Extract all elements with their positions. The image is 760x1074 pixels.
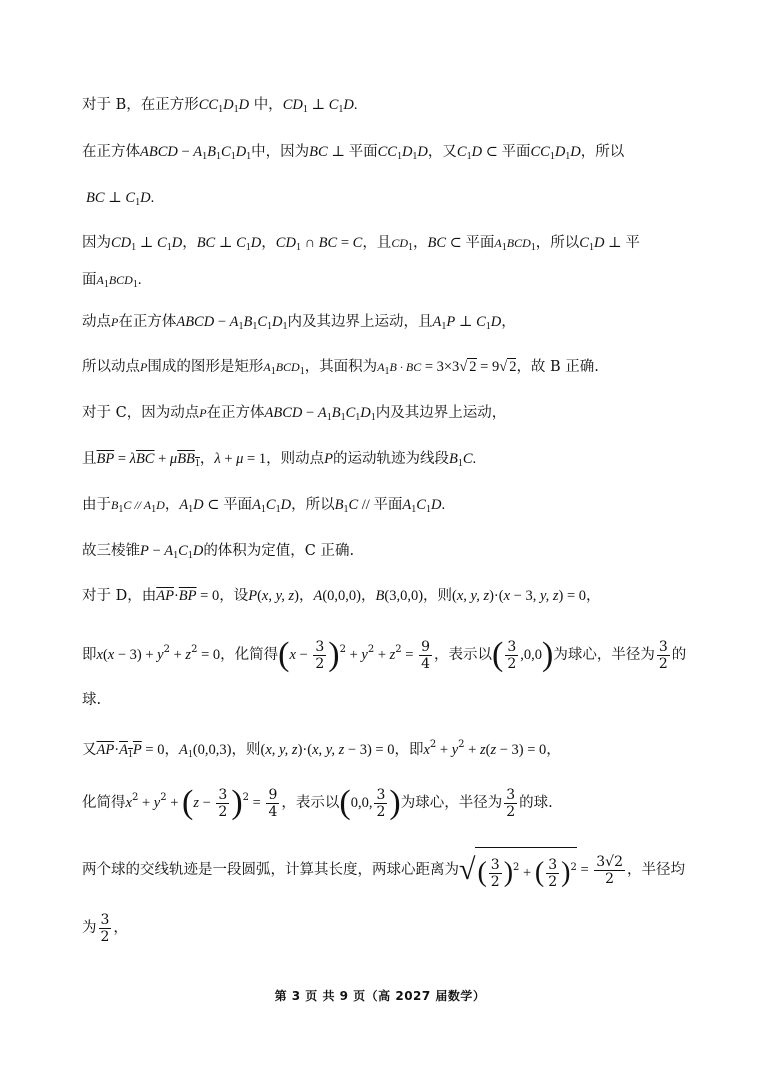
text: ，	[164, 742, 179, 758]
text: 即	[82, 647, 97, 663]
paragraph-line-18: 为 $\frac{3}{2}$ ，	[82, 911, 128, 945]
text: 又	[82, 742, 97, 758]
text: 围成的图形是矩形	[147, 359, 264, 375]
paragraph-line-4: 因为$CD_1$ ⊥ $C_1D$，BC ⊥ $C_1D$，$CD_1$ ∩ BC = C，且$CD_1$，BC ⊂ 平面$A_1BCD_1$，所以$C_1D$ ⊥ 平	[82, 235, 640, 253]
paragraph-line-8: 对于 C，因为动点P在正方体ABCD − $A_1B_1C_1D_1$内及其边界上运动，	[82, 405, 507, 423]
text: 所以动点	[82, 359, 140, 375]
text: ，又	[427, 144, 457, 160]
text: 为球心，半径为	[400, 795, 503, 811]
text: 在正方体	[118, 314, 177, 330]
text: 内及其边界上运动，且	[287, 314, 433, 330]
text: 在正方体	[206, 405, 265, 421]
paragraph-line-3: BC ⊥ $C_1D$.	[86, 190, 155, 208]
paragraph-line-16: 化简得$x^2 + y^2 + (z$ − $\frac{3}{2}$ )$^2$ = $\frac{9}{4}$ ，表示以(0,0, $\frac{3}{2}$ )为球心，半径为 $\frac{3}{2}$ 的球.	[82, 784, 553, 821]
text: 故三棱锥	[82, 543, 140, 559]
text: ，	[164, 497, 180, 513]
text: 的运动轨迹为线段	[332, 451, 449, 467]
text: ，	[412, 235, 428, 251]
text: 平面	[223, 497, 253, 513]
text: 对于 C，因为动点	[82, 405, 200, 421]
text: ，	[261, 235, 276, 251]
text: 平面	[373, 497, 403, 513]
paragraph-line-15: 又$\overline{AP}\cdot A_1P = 0$，$A_1(0,0,3)$，则(x, y, z)·(x, y, z − 3) = 0，即$x^2 + y^2 + z(z - 3) = 0$，	[82, 739, 561, 760]
text: 的球.	[519, 795, 553, 811]
text: 平面	[348, 144, 378, 160]
text: 平	[625, 235, 640, 251]
paragraph-line-13: 即$x(x - 3) + y^2 + z^2 = 0$，化简得(x − $\frac{3}{2}$ )$^2 + y^2 + z^2$ = $\frac{9}{4}$ ，表示以( $\frac{3}{2}$ ,0,0)为球心，半径为 $\frac{3}{2}$ 的	[82, 636, 687, 673]
paragraph-line-12: 对于 D，由$\overline{AP}\cdot\overline{BP} = 0$，设P(x, y, z)，A(0,0,0)，B(3,0,0)，则(x, y, z)·(x − 3, y, z) = 0，	[82, 588, 601, 604]
text: ，所以	[580, 144, 625, 160]
text: 因为	[82, 235, 111, 251]
paragraph-line-5: 面$A_1BCD_1$.	[82, 272, 142, 290]
text: ，则动点	[266, 451, 325, 467]
text: ，	[182, 235, 197, 251]
text: 在正方体	[82, 144, 140, 160]
paragraph-line-14	[82, 690, 101, 710]
text: 球.	[82, 692, 102, 708]
text: ，	[298, 588, 314, 604]
text: ，所以	[291, 497, 335, 513]
text: 由于	[82, 497, 111, 513]
paragraph-line-10: 由于$B_1C // A_1D$，$A_1D$ ⊂ 平面$A_1C_1D$，所以$B_1C$ // 平面$A_1C_1D$.	[82, 497, 446, 515]
text: ，则	[231, 742, 261, 758]
paragraph-line-6: 动点P在正方体ABCD − $A_1B_1C_1D_1$内及其边界上运动，且$A_1P$ ⊥ $C_1D$，	[82, 314, 516, 332]
text: ，所以	[535, 235, 580, 251]
text: 的	[671, 647, 687, 663]
text: 动点	[82, 314, 111, 330]
text: 两个球的交线轨迹是一段圆弧，计算其长度，两球心距离为	[82, 862, 459, 878]
paragraph-line-17: 两个球的交线轨迹是一段圆弧，计算其长度，两球心距离为√( $\frac{3}{2}$ )$^2$ + ( $\frac{3}{2}$ )$^2$ = $\frac{3√2}{2}$ ，半径均	[82, 846, 685, 894]
text: 为	[82, 920, 97, 936]
text: ，即	[394, 742, 424, 758]
text: 对于 D，由	[82, 588, 157, 604]
text: 平面	[465, 235, 495, 251]
text: ，设	[219, 588, 249, 604]
text: 中，	[253, 97, 283, 113]
text: 内及其边界上运动，	[375, 405, 507, 421]
text: ，表示以	[281, 795, 340, 811]
paragraph-line-1: 对于 B，在正方形$CC_1D_1D$ 中，$CD_1$ ⊥ $C_1D$.	[82, 97, 358, 115]
text: ，则	[423, 588, 453, 604]
text: ，化简得	[220, 647, 279, 663]
text: ，其面积为	[304, 359, 378, 375]
paragraph-line-7: 所以动点P围成的图形是矩形$A_1BCD_1$，其面积为$A_1B$ · BC = 3×3√ 2 = 9√ 2，故 B 正确.	[82, 359, 599, 377]
text: ，表示以	[434, 647, 493, 663]
text: 对于 B，在正方形	[82, 97, 199, 113]
text: ，	[361, 588, 376, 604]
text: ，	[113, 920, 128, 936]
text: ，半径均	[627, 862, 685, 878]
text: ，故 B 正确.	[516, 359, 599, 375]
text: 面	[82, 272, 97, 288]
paragraph-line-2: 在正方体ABCD − $A_1B_1C_1D_1$中，因为BC ⊥ 平面$CC_1D_1D$，又$C_1D$ ⊂ 平面$CC_1D_1D$，所以	[82, 144, 625, 162]
text: 且	[82, 451, 97, 467]
text: 的体积为定值，C 正确.	[203, 543, 355, 559]
text: 化简得	[82, 795, 126, 811]
paragraph-line-9: 且$\overline{BP} = \lambda\overline{BC} + \mu BB_1$，λ + μ = 1，则动点P的运动轨迹为线段$B_1C$.	[82, 451, 477, 469]
text: 平面	[501, 144, 531, 160]
text: 为球心，半径为	[553, 647, 655, 663]
text: ，且	[362, 235, 392, 251]
text: 中，因为	[251, 144, 310, 160]
paragraph-line-11: 故三棱锥$P - A_1C_1D$的体积为定值，C 正确.	[82, 543, 355, 561]
page-footer: 第 3 页 共 9 页（高 2027 届数学）	[274, 989, 486, 1003]
text: ，	[199, 451, 215, 467]
